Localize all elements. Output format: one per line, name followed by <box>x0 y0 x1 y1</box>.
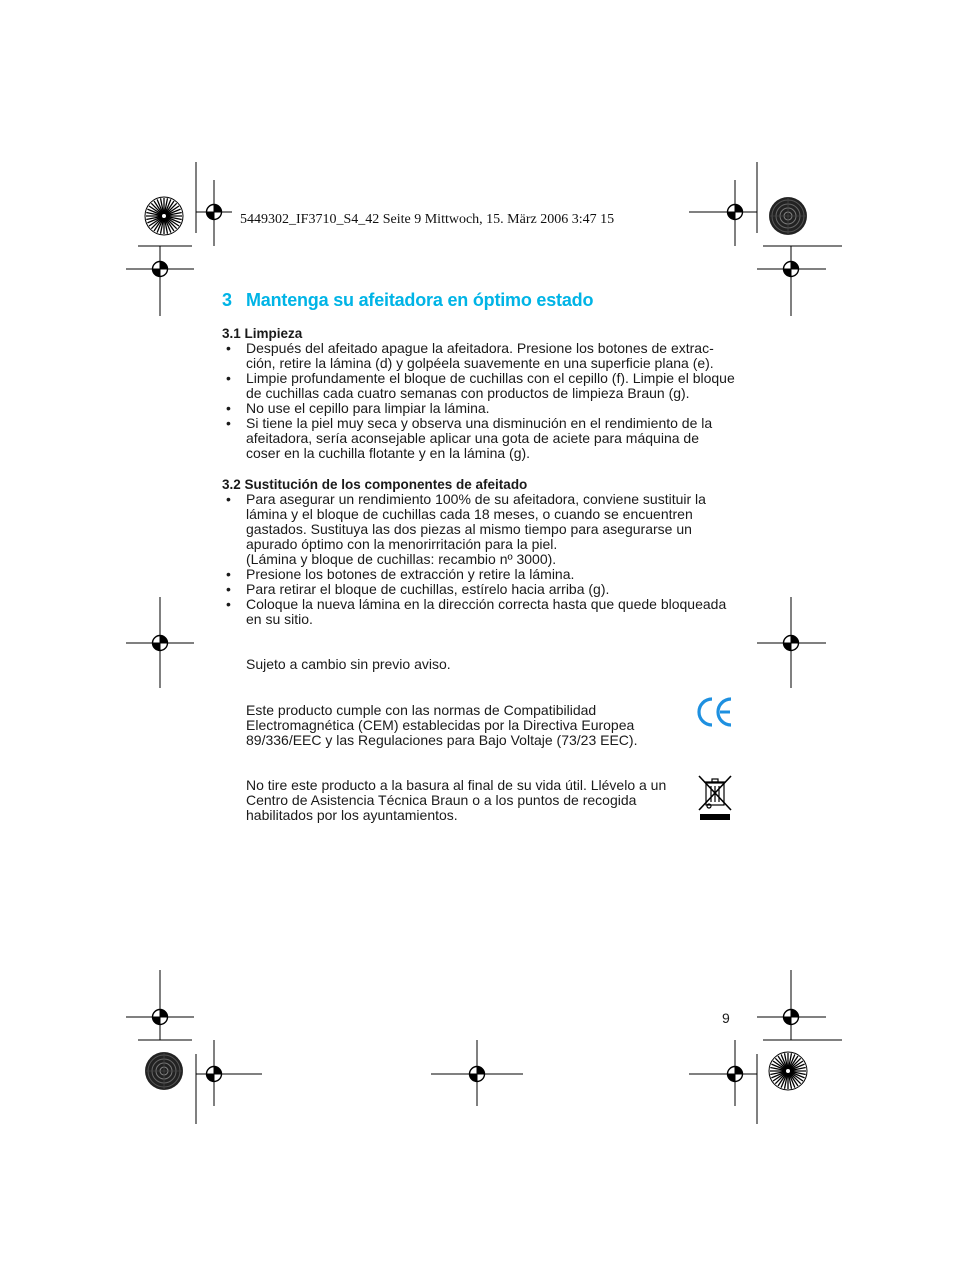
registration-mark-icon <box>148 257 172 281</box>
registration-mark-icon <box>779 257 803 281</box>
registration-mark-icon <box>202 1062 226 1086</box>
change-notice: Sujeto a cambio sin previo aviso. <box>246 656 451 672</box>
registration-mark-icon <box>148 1005 172 1029</box>
section-title-text: Mantenga su afeitadora en óptimo estado <box>246 290 594 310</box>
list-item: • Coloque la nueva lámina en la dirección correcta hasta que quede bloqueada en su sitio. <box>222 597 737 627</box>
registration-mark-icon <box>779 631 803 655</box>
registration-mark-icon <box>465 1062 489 1086</box>
main-content <box>222 288 737 823</box>
list-item: • Presione los botones de extracción y retire la lámina. <box>222 567 737 582</box>
registration-mark-icon <box>723 1062 747 1086</box>
ce-mark-icon <box>697 695 735 729</box>
section-number: 3 <box>222 290 232 310</box>
starburst-target-icon <box>769 1052 807 1090</box>
subsection-heading-replacement: 3.2 Sustitución de los componentes de afeitado <box>222 477 528 492</box>
registration-mark-icon <box>779 1005 803 1029</box>
list-item: • Después del afeitado apague la afeitadora. Presione los botones de extrac-ción, retire la lámina (d) y golpéela suavemente en una superficie plana (e). <box>222 341 737 371</box>
list-item: • Si tiene la piel muy seca y observa una disminución en el rendimiento de la afeitadora, sería aconsejable aplicar una gota de aciete para máquina de coser en la cuchilla flotante y en la lámina (g). <box>222 416 737 461</box>
replacement-note: (Lámina y bloque de cuchillas: recambio nº 3000). <box>246 551 557 567</box>
disposal-block <box>222 778 737 823</box>
list-item: • No use el cepillo para limpiar la lámina. <box>222 401 737 416</box>
page-number: 9 <box>722 1010 730 1026</box>
starburst-target-icon <box>145 197 183 235</box>
list-item: • Limpie profundamente el bloque de cuchillas con el cepillo (f). Limpie el bloque de cuchillas cada cuatro semanas con productos de limpieza Braun (g). <box>222 371 737 401</box>
registration-mark-icon <box>148 631 172 655</box>
replacement-list <box>222 492 737 627</box>
dark-target-icon <box>145 1052 183 1090</box>
subsection-heading-cleaning: 3.1 Limpieza <box>222 326 303 341</box>
print-slug: 5449302_IF3710_S4_42 Seite 9 Mittwoch, 15. März 2006 3:47 15 <box>240 212 615 227</box>
disposal-text: No tire este producto a la basura al final de su vida útil. Llévelo a un Centro de Asistencia Técnica Braun o a los puntos de recogida habilitados por los ayuntamientos. <box>246 777 667 823</box>
registration-mark-icon <box>723 200 747 224</box>
dark-target-icon <box>769 197 807 235</box>
crossed-bin-icon <box>697 774 733 822</box>
list-item <box>222 492 737 567</box>
compliance-block <box>222 703 737 748</box>
compliance-text: Este producto cumple con las normas de Compatibilidad Electromagnética (CEM) establecidas por la Directiva Europea 89/336/EEC y las Regulaciones para Bajo Voltaje (73/23 EEC). <box>246 702 638 748</box>
list-item-text: Para asegurar un rendimiento 100% de su afeitadora, conviene sustituir la lámina y el bloque de cuchillas cada 18 meses, o cuando se encuentren gastados. Sustituya las dos piezas al mismo tiempo para asegurarse un apurado óptimo con la menorirritación para la piel. <box>246 491 706 552</box>
list-item: • Para retirar el bloque de cuchillas, estírelo hacia arriba (g). <box>222 582 737 597</box>
section-title <box>222 288 737 312</box>
registration-mark-icon <box>202 200 226 224</box>
cleaning-list <box>222 341 737 461</box>
